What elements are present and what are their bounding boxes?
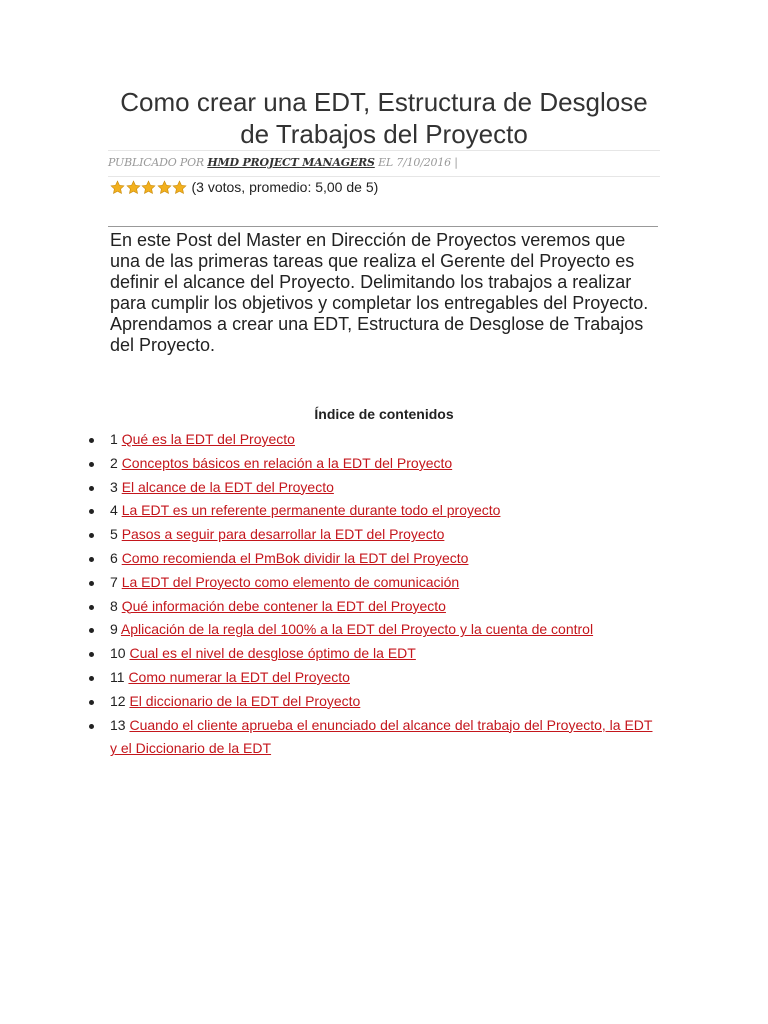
date-prefix: EL bbox=[378, 156, 394, 169]
toc-list bbox=[110, 428, 660, 761]
star-icon[interactable] bbox=[110, 180, 125, 195]
toc-item bbox=[110, 690, 660, 714]
toc-item bbox=[110, 666, 660, 690]
toc-item-link[interactable]: Como numerar la EDT del Proyecto bbox=[128, 668, 350, 685]
meta-separator: | bbox=[454, 156, 458, 169]
toc-item-number: 4 bbox=[110, 502, 118, 519]
bullet-icon bbox=[89, 605, 94, 610]
author-link[interactable]: HMD PROJECT MANAGERS bbox=[207, 156, 375, 169]
toc-item bbox=[110, 499, 660, 523]
rating-stars[interactable] bbox=[110, 180, 188, 195]
bullet-icon bbox=[89, 581, 94, 586]
toc-item-link[interactable]: Pasos a seguir para desarrollar la EDT del Proyecto bbox=[121, 526, 445, 543]
toc-item bbox=[110, 714, 660, 762]
toc-item-number: 7 bbox=[110, 573, 118, 590]
bullet-icon bbox=[89, 724, 94, 729]
toc-item-number: 10 bbox=[110, 645, 126, 662]
meta-divider bbox=[108, 176, 660, 177]
toc-item bbox=[110, 523, 660, 547]
bullet-icon bbox=[89, 652, 94, 657]
toc-item-number: 11 bbox=[110, 668, 125, 685]
toc-item-number: 13 bbox=[110, 716, 126, 733]
star-icon[interactable] bbox=[126, 180, 141, 195]
toc-item-number: 3 bbox=[110, 478, 118, 495]
toc-item-number: 9 bbox=[110, 621, 118, 638]
intro-paragraph: En este Post del Master en Dirección de Proyectos veremos que una de las primeras tareas que realiza el Gerente del Proyecto es definir el alcance del Proyecto. Delimitando los trabajos a realizar para cumplir los objetivos y completar los entregables del Proyecto. Aprendamos a crear una EDT, Estructura de Desglose de Trabajos del Proyecto. bbox=[110, 230, 649, 355]
bullet-icon bbox=[89, 462, 94, 467]
toc-item bbox=[110, 428, 660, 452]
page-title: Como crear una EDT, Estructura de Desglose de Trabajos del Proyecto bbox=[120, 87, 648, 149]
bullet-icon bbox=[89, 628, 94, 633]
toc-item-link[interactable]: Qué es la EDT del Proyecto bbox=[121, 431, 295, 447]
toc-item-number: 12 bbox=[110, 692, 126, 709]
toc-item-link[interactable]: Cuando el cliente aprueba el enunciado del alcance del trabajo del Proyecto, la EDT y el Diccionario de la EDT bbox=[110, 716, 653, 757]
toc-item bbox=[110, 452, 660, 476]
title-divider bbox=[108, 150, 660, 151]
toc-item-number: 8 bbox=[110, 597, 118, 614]
bullet-icon bbox=[89, 676, 94, 681]
star-icon[interactable] bbox=[157, 180, 172, 195]
rating-summary: (3 votos, promedio: 5,00 de 5) bbox=[191, 179, 379, 195]
toc-item-link[interactable]: Aplicación de la regla del 100% a la EDT del Proyecto y la cuenta de control bbox=[120, 621, 594, 638]
star-icon[interactable] bbox=[172, 180, 187, 195]
published-by-label: PUBLICADO POR bbox=[108, 156, 205, 169]
toc-item-link[interactable]: Qué información debe contener la EDT del Proyecto bbox=[121, 597, 446, 614]
toc-item bbox=[110, 571, 660, 595]
bullet-icon bbox=[89, 533, 94, 538]
star-icon[interactable] bbox=[141, 180, 156, 195]
toc-item-number: 2 bbox=[110, 454, 118, 471]
bullet-icon bbox=[89, 509, 94, 514]
toc-item bbox=[110, 642, 660, 666]
toc-item-link[interactable]: Cual es el nivel de desglose óptimo de la EDT bbox=[129, 645, 416, 662]
toc-title: Índice de contenidos bbox=[314, 406, 454, 422]
toc-item-link[interactable]: Conceptos básicos en relación a la EDT del Proyecto bbox=[121, 454, 453, 471]
bullet-icon bbox=[89, 486, 94, 491]
toc-item-number: 5 bbox=[110, 526, 118, 543]
post-date: 7/10/2016 bbox=[396, 156, 451, 169]
toc-item-number: 1 bbox=[110, 431, 118, 447]
toc-item-link[interactable]: Como recomienda el PmBok dividir la EDT del Proyecto bbox=[121, 549, 469, 566]
post-meta bbox=[108, 156, 660, 169]
toc-item bbox=[110, 618, 660, 642]
rating-widget bbox=[110, 178, 378, 196]
toc-item-link[interactable]: La EDT es un referente permanente durante todo el proyecto bbox=[121, 502, 501, 519]
toc-item-link[interactable]: El alcance de la EDT del Proyecto bbox=[121, 478, 334, 495]
bullet-icon bbox=[89, 438, 94, 443]
bullet-icon bbox=[89, 700, 94, 705]
toc-item bbox=[110, 547, 660, 571]
toc-item-link[interactable]: El diccionario de la EDT del Proyecto bbox=[129, 692, 361, 709]
toc-item-number: 6 bbox=[110, 549, 118, 566]
toc-item bbox=[110, 595, 660, 619]
content-divider bbox=[108, 226, 658, 227]
bullet-icon bbox=[89, 557, 94, 562]
toc-item-link[interactable]: La EDT del Proyecto como elemento de comunicación bbox=[121, 573, 460, 590]
toc-item bbox=[110, 476, 660, 500]
